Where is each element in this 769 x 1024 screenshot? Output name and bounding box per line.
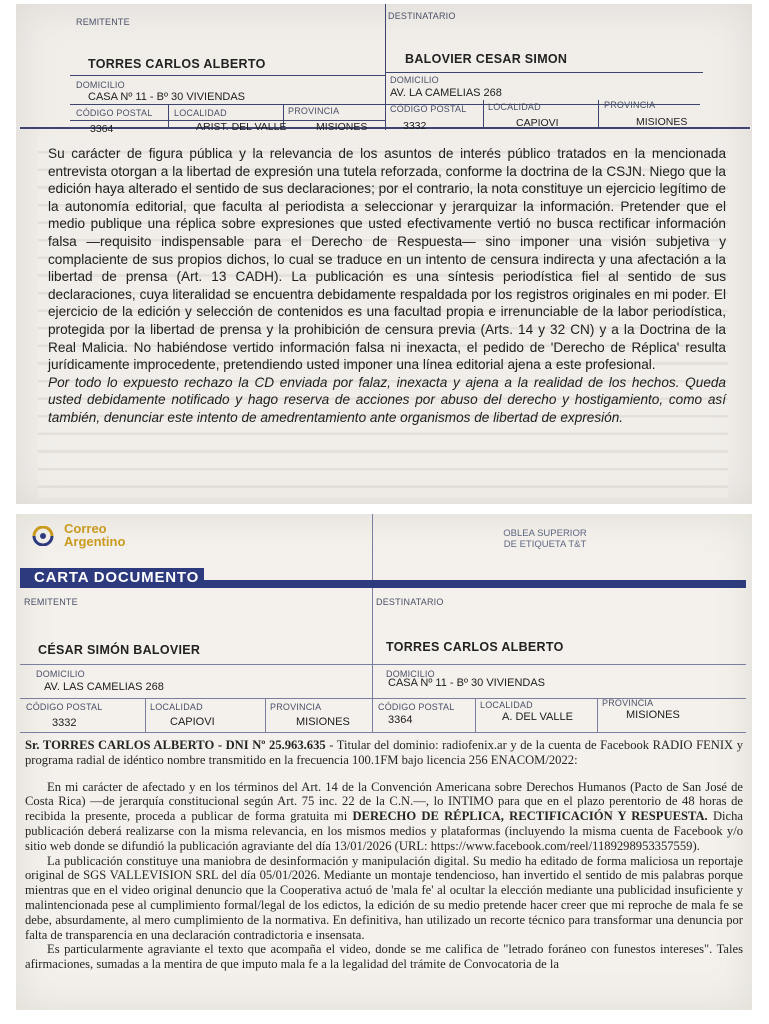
carta-documento-title: CARTA DOCUMENTO xyxy=(20,568,204,588)
sender-provincia: MISIONES xyxy=(296,716,350,728)
recipient-name: BALOVIER CESAR SIMON xyxy=(405,52,568,66)
provincia-label: PROVINCIA xyxy=(270,702,322,712)
recipient-cp: 3364 xyxy=(388,714,413,726)
manipulation-paragraph: La publicación constituye una maniobra de desinformación y manipulación digital. Su medio ha editado de forma maliciosa un reportaje original de SGS VALLEVISION SRL del día 05/01/2026. Mediante un montaje tendencioso, han invertido el sentido de mis palabras porque mientras que en el video original denuncio que la Cooperativa actuó de 'mala fe' al ocultar la elección mediante una publicidad insuficiente y malintencionada pese al cumplimiento formal/legal de los edictos, la edición de su medio pretende hacer creer que mi reproche de mala fe se debe, absurdamente, al mero cumplimiento de la normativa. En definitiva, han utilizado un recorte técnico para transformar una denuncia por falta de transparencia en una declaración contradictoria e insensata. xyxy=(25,853,743,942)
form-cell-divider xyxy=(597,698,598,732)
localidad-label: LOCALIDAD xyxy=(488,102,541,112)
cp-label: CÓDIGO POSTAL xyxy=(390,104,467,114)
sender-cp: 3364 xyxy=(90,123,114,135)
form-cell-divider xyxy=(483,100,484,128)
recipient-cp: 3332 xyxy=(403,120,427,132)
remitente-label: REMITENTE xyxy=(24,597,78,607)
logo-line-2: Argentino xyxy=(64,534,126,549)
cp-label: CÓDIGO POSTAL xyxy=(378,702,455,712)
form-cell-divider xyxy=(168,104,169,128)
addressee-details: - Titular del dominio: radiofenix.ar y de la cuenta de Facebook RADIO FENIX y programa radial de idéntico nombre transmitido en la frecuencia 100.1FM bajo licencia 256 ENACOM/2022: xyxy=(25,738,743,767)
domicilio-label: DOMICILIO xyxy=(76,80,125,90)
correo-argentino-logo-text xyxy=(64,522,125,548)
addressee-heading xyxy=(25,738,743,768)
sender-name: CÉSAR SIMÓN BALOVIER xyxy=(38,643,201,657)
form-cell-divider xyxy=(265,698,266,732)
grievance-paragraph: Es particularmente agraviante el texto que acompaña el video, donde se me califica de "letrado foráneo con funestos intereses". Tales afirmaciones, sumadas a la mentira de que imputo mala fe a la legalidad del trámite de Convocatoria de la xyxy=(25,942,743,972)
sender-cp: 3332 xyxy=(52,717,77,729)
recipient-address: CASA Nº 11 - Bº 30 VIVIENDAS xyxy=(388,677,546,689)
remitente-label: REMITENTE xyxy=(76,17,130,27)
sender-provincia: MISIONES xyxy=(316,121,368,133)
recipient-name: TORRES CARLOS ALBERTO xyxy=(386,640,564,654)
reply-letter-body xyxy=(48,145,726,427)
oblea-label xyxy=(460,528,630,550)
recipient-address: AV. LA CAMELIAS 268 xyxy=(390,87,502,99)
cp-label: CÓDIGO POSTAL xyxy=(26,702,103,712)
sender-localidad: ARIST. DEL VALLE xyxy=(196,121,287,133)
intimation-paragraph xyxy=(25,780,743,854)
logo-line-1: Correo xyxy=(64,521,107,536)
reply-paragraph-main: Su carácter de figura pública y la relevancia de los asuntos de interés público tratados en la mencionada entrevista otorgan a la libertad de expresión una tutela reforzada, conforme la doctrina de la CSJN. Niego que la edición haya alterado el sentido de sus declaraciones; por el contrario, la nota constituye un ejercicio legítimo de la autonomía editorial, que faculta al periodista a seleccionar y jerarquizar la información. Pretender que el medio publique una réplica sobre expresiones que usted efectivamente vertió no busca rectificar información falsa —requisito indispensable para el Derecho de Respuesta— sino imponer una visión subjetiva y complaciente de sus propios dichos, lo cual se traduce en un intento de censura indirecta y una afectación a la libertad de prensa (Art. 13 CADH). La publicación es una síntesis periodística fiel al sentido de sus declaraciones, cuya literalidad se encuentra debidamente respaldada por los registros originales en mi poder. El ejercicio de la edición y selección de contenidos es una facultad propia e irrenunciable de la labor periodística, protegida por la libertad de prensa y la prohibición de censura previa (Arts. 14 y 32 CN) y a la Doctrina de la Real Malicia. No habiéndose vertido información falsa ni inexacta, el pedido de 'Derecho de Réplica' resulta jurídicamente improcedente, pretendiendo usted imponer una línea editorial ajena a este profesional. xyxy=(48,146,726,373)
sender-name: TORRES CARLOS ALBERTO xyxy=(88,57,266,71)
form-cell-divider xyxy=(598,100,599,128)
form-center-divider xyxy=(385,4,386,130)
form-cell-divider xyxy=(475,698,476,732)
correo-argentino-logo-icon xyxy=(30,526,56,546)
provincia-label: PROVINCIA xyxy=(602,698,654,708)
addressee-name-bold: Sr. TORRES CARLOS ALBERTO - DNI Nº 25.963.635 xyxy=(25,738,326,752)
domicilio-label: DOMICILIO xyxy=(386,669,435,679)
localidad-label: LOCALIDAD xyxy=(174,108,227,118)
domicilio-label: DOMICILIO xyxy=(390,75,439,85)
domicilio-label: DOMICILIO xyxy=(36,669,85,679)
reply-paragraph-closing: Por todo lo expuesto rechazo la CD enviada por falaz, inexacta y ajena a la realidad de los hechos. Queda usted debidamente notificado y hago reserva de acciones por abuso del derecho y hostigamiento, como así también, denunciar este intento de amedrentamiento ante organismos de libertad de expresión. xyxy=(48,374,726,425)
form-line xyxy=(372,664,746,665)
form-line xyxy=(70,75,385,76)
recipient-provincia: MISIONES xyxy=(636,116,688,128)
carta-documento-body xyxy=(25,738,743,972)
form-line xyxy=(20,664,372,665)
sender-address: CASA Nº 11 - Bº 30 VIVIENDAS xyxy=(88,91,246,103)
form-center-divider xyxy=(372,514,373,732)
intimation-text-a: En mi carácter de afectado y en los términos del Art. 14 de la Convención Americana sobre Derechos Humanos (Pacto de San José de Costa Rica) —de jerarquía constitucional según Art. 75 inc. 22 de la C.N.—, lo INTIMO para que en el plazo perentorio de 48 horas de recibida la presente, proceda a publicar de forma gratuita mi xyxy=(25,779,743,824)
derecho-replica-bold: DERECHO DE RÉPLICA, RECTIFICACIÓN Y RESPUESTA. xyxy=(352,809,708,824)
form-bottom-rule xyxy=(20,732,746,733)
provincia-label: PROVINCIA xyxy=(288,106,340,116)
sender-address: AV. LAS CAMELIAS 268 xyxy=(44,681,164,693)
recipient-localidad: CAPIOVI xyxy=(516,117,559,129)
cp-label: CÓDIGO POSTAL xyxy=(76,108,153,118)
form-line xyxy=(385,72,703,73)
localidad-label: LOCALIDAD xyxy=(150,702,203,712)
form-cell-divider xyxy=(145,698,146,732)
destinatario-label: DESTINATARIO xyxy=(388,11,456,21)
recipient-localidad: A. DEL VALLE xyxy=(502,711,573,723)
oblea-line-2: DE ETIQUETA T&T xyxy=(503,539,587,550)
oblea-line-1: OBLEA SUPERIOR xyxy=(503,528,587,539)
sender-localidad: CAPIOVI xyxy=(170,716,215,728)
localidad-label: LOCALIDAD xyxy=(480,700,533,710)
provincia-label: PROVINCIA xyxy=(604,100,656,110)
destinatario-label: DESTINATARIO xyxy=(376,597,444,607)
intimation-text-b: Dicha publicación deberá realizarse con la misma relevancia, en los mismos medios y plataformas (incluyendo la misma cuenta de Facebook y/o sitio web donde se difundió la publicación agraviante del día 13/01/2026 (URL: https://www.facebook.com/reel/1189298953357559). xyxy=(25,809,744,853)
recipient-provincia: MISIONES xyxy=(626,709,680,721)
